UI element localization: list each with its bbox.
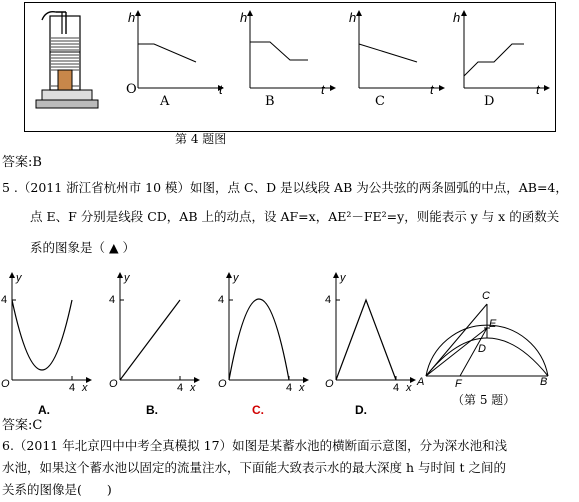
q5-point-e: E <box>489 318 497 330</box>
q5-point-c: C <box>482 290 490 302</box>
q4-a-label: A <box>160 94 170 109</box>
q4-graph-c-line <box>359 44 417 62</box>
q5-point-d: D <box>478 343 486 355</box>
q4-answer: 答案:B <box>2 155 42 170</box>
q5-graph-d-line <box>336 300 396 380</box>
q4-b-h-label: h <box>240 10 248 25</box>
q5-c-tick-y: 4 <box>218 294 225 306</box>
q5-figure-caption: （第 5 题） <box>452 393 516 407</box>
q5-c-y-label: y <box>233 272 239 284</box>
q5-b-origin: O <box>109 378 118 390</box>
q5-text-line2: 点 E、F 分别是线段 CD，AB 上的动点，设 AF=x，AE²－FE²=y，则能表示 y 与 x 的函数关 <box>30 209 560 224</box>
q4-graph-d-line <box>464 44 524 76</box>
q4-c-h-label: h <box>349 10 357 25</box>
q5-b-label: B. <box>146 403 158 417</box>
q5-c-origin: O <box>218 378 227 390</box>
q4-a-h-label: h <box>128 10 136 25</box>
q4-caption: 第 4 题图 <box>175 132 227 146</box>
q4-d-t-label: t <box>536 82 540 97</box>
q5-a-x-label: x <box>82 382 88 394</box>
q5-d-x-label: x <box>406 382 412 394</box>
beaker-illustration <box>36 8 116 118</box>
q5-b-tick-x: 4 <box>177 382 184 394</box>
q5-text-line3: 系的图象是（ ▲ ） <box>30 240 136 255</box>
q6-text-line2: 水池，如果这个蓄水池以固定的流量注水，下面能大致表示水的最大深度 h 与时间 t 之间的 <box>2 460 506 475</box>
q5-a-origin: O <box>1 378 10 390</box>
q5-a-tick-x: 4 <box>69 382 76 394</box>
q4-a-t-label: t <box>219 82 223 97</box>
q5-point-b: B <box>540 376 548 388</box>
q4-graph-b-line <box>250 42 308 60</box>
q5-answer: 答案:C <box>2 418 43 433</box>
q5-a-label: A. <box>38 403 50 417</box>
q4-graph-b <box>234 10 334 105</box>
q5-point-a: A <box>417 376 425 388</box>
q4-graph-d <box>448 10 548 105</box>
q5-d-y-label: y <box>340 272 346 284</box>
q5-d-origin: O <box>325 378 334 390</box>
q5-graph-b <box>108 268 203 388</box>
q4-b-label: B <box>265 94 275 109</box>
q5-a-y-label: y <box>16 272 22 284</box>
q5-b-tick-y: 4 <box>109 294 116 306</box>
q5-graph-a <box>0 268 95 388</box>
q4-graph-a <box>122 10 222 105</box>
q4-d-label: D <box>484 94 495 109</box>
q5-graph-c <box>217 268 312 388</box>
q4-a-origin: O <box>126 82 137 97</box>
q4-c-label: C <box>375 94 385 109</box>
q4-b-t-label: t <box>321 82 325 97</box>
q5-b-y-label: y <box>124 272 130 284</box>
q5-d-tick-x: 4 <box>393 382 400 394</box>
q5-graph-c-curve <box>229 299 289 380</box>
q5-graph-b-line <box>120 300 180 380</box>
q5-geometry-figure <box>424 286 574 386</box>
q5-c-x-label: x <box>299 382 305 394</box>
q4-graph-c <box>343 10 443 105</box>
q4-graph-a-line <box>138 44 196 62</box>
q4-d-h-label: h <box>453 10 461 25</box>
q5-c-tick-x: 4 <box>286 382 293 394</box>
q5-c-label: C. <box>252 403 264 417</box>
q4-c-t-label: t <box>430 82 434 97</box>
q5-graph-d <box>324 268 419 388</box>
q5-text-line1: 5 .（2011 浙江省杭州市 10 模）如图，点 C、D 是以线段 AB 为公共弦的两条圆弧的中点，AB=4， <box>2 180 568 195</box>
q5-d-tick-y: 4 <box>325 294 332 306</box>
q5-graph-a-curve <box>12 300 72 370</box>
q6-text-line3: 关系的图像是( ) <box>2 482 112 497</box>
q5-point-f: F <box>455 378 462 390</box>
q5-d-label: D. <box>355 403 367 417</box>
q5-b-x-label: x <box>190 382 196 394</box>
q5-a-tick-y: 4 <box>1 294 8 306</box>
q6-text-line1: 6.（2011 年北京四中中考全真模拟 17）如图是某蓄水池的横断面示意图，分为深水池和浅 <box>2 438 508 453</box>
